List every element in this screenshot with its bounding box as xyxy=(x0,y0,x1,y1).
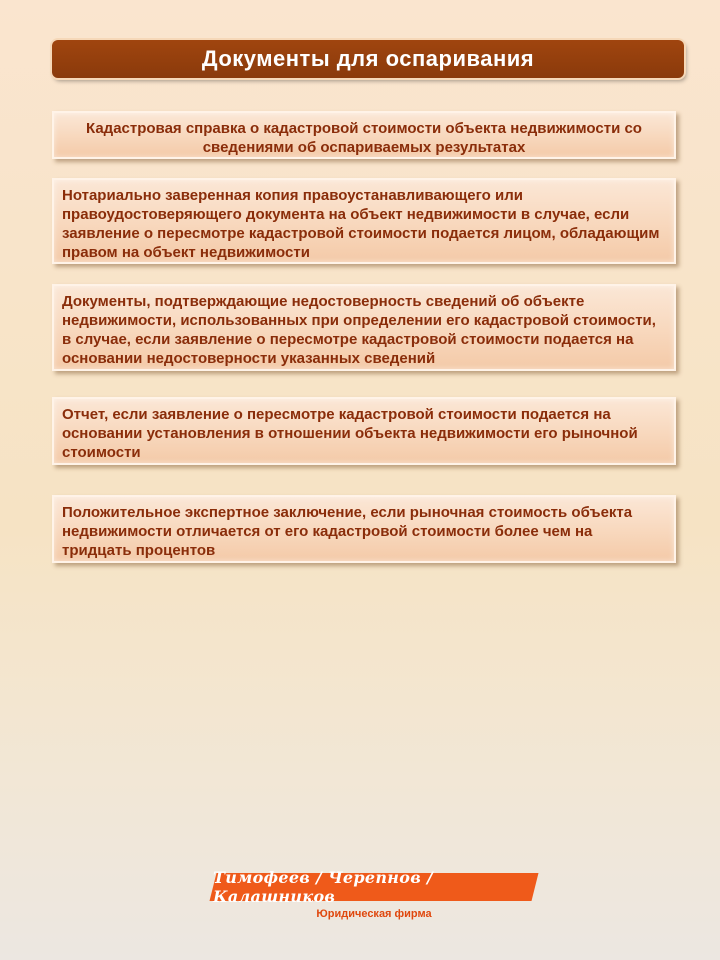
firm-type: Юридическая фирма xyxy=(316,908,432,920)
document-item-text: Кадастровая справка о кадастровой стоимости объекта недвижимости со сведениями об оспариваемых результатах xyxy=(86,120,642,156)
document-item-text: Нотариально заверенная копия правоустанавливающего или правоудостоверяющего документа на объект недвижимости в случае, если заявление о пересмотре кадастровой стоимости подается лицом, обладающим правом на объект недвижимости xyxy=(62,187,660,261)
document-item xyxy=(52,495,676,563)
document-item xyxy=(52,178,676,264)
document-item xyxy=(52,284,676,371)
document-item xyxy=(52,111,676,159)
document-item-text: Положительное экспертное заключение, если рыночная стоимость объекта недвижимости отличается от его кадастровой стоимости более чем на тридцать процентов xyxy=(62,504,633,559)
document-item-text: Документы, подтверждающие недостоверность сведений об объекте недвижимости, использованных при определении его кадастровой стоимости, в случае, если заявление о пересмотре кадастровой стоимости подается на основании недостоверности указанных сведений xyxy=(62,293,656,367)
document-item xyxy=(52,397,676,465)
firm-name: Тимофеев / Черепнов / Калашников xyxy=(213,868,434,906)
firm-logo xyxy=(210,868,539,906)
document-item-text: Отчет, если заявление о пересмотре кадастровой стоимости подается на основании установления в отношении объекта недвижимости его рыночной стоимости xyxy=(62,406,638,461)
page-title: Документы для оспаривания xyxy=(52,40,684,78)
